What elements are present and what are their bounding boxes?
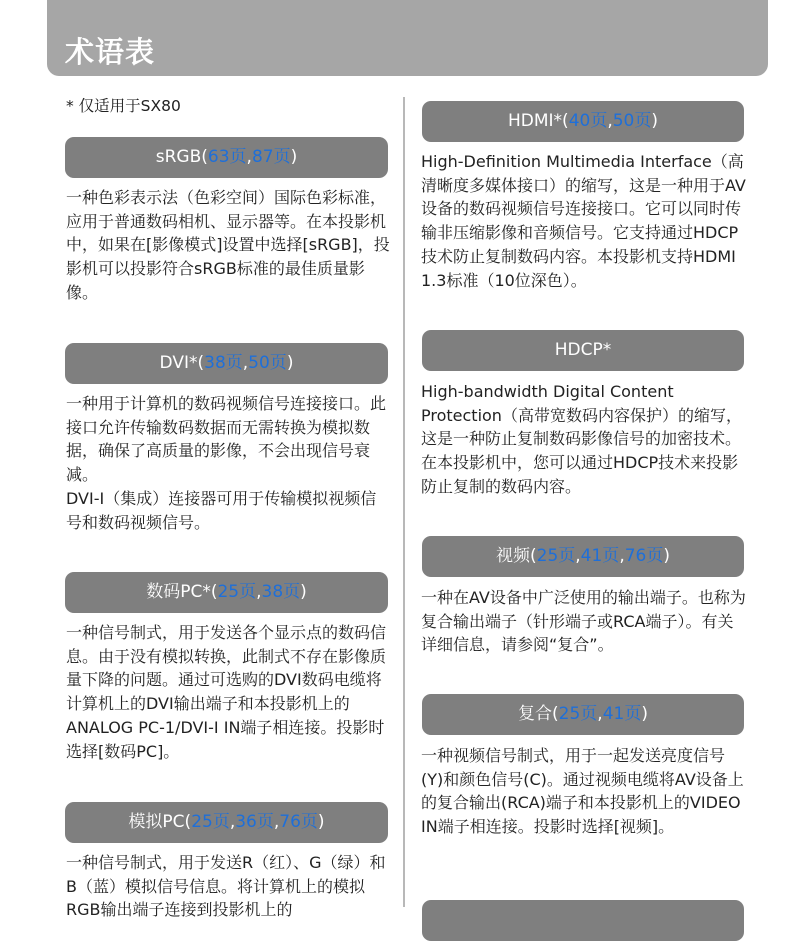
page-reference-link[interactable]: 41页 [580, 546, 620, 566]
term-name: 复合 [518, 704, 553, 724]
term-name: HDMI* [507, 111, 563, 131]
desc-paragraph: 一种在AV设备中广泛使用的输出端子。也称为复合输出端子（针形端子或RCA端子）。有关详细信息，请参阅“复合”。 [421, 588, 746, 655]
footnote-sx80: * 仅适用于SX80 [66, 97, 181, 115]
page-reference-link[interactable]: 50页 [612, 111, 652, 131]
term-name: HDCP* [554, 340, 612, 360]
page-reference-link[interactable]: 38页 [204, 353, 243, 373]
term-name: 模拟PC [128, 812, 185, 832]
term-desc-digital-pc [66, 621, 390, 763]
term-header-srgb: sRGB(63页,87页) [65, 137, 388, 178]
term-desc-srgb [66, 186, 390, 305]
page-reference-link[interactable]: 40页 [568, 111, 608, 131]
term-name: 视频 [495, 546, 530, 566]
term-header-composite: 复合(25页,41页) [422, 694, 744, 735]
term-name: DVI* [159, 353, 198, 373]
term-desc-hdmi [421, 150, 747, 292]
term-name: sRGB [155, 147, 202, 167]
desc-paragraph: 一种信号制式，用于发送R（红）、G（绿）和B（蓝）模拟信号信息。将计算机上的模拟RGB输出端子连接到投影机上的 [66, 853, 386, 920]
desc-paragraph: DVI-I（集成）连接器可用于传输模拟视频信号和数码视频信号。 [66, 488, 377, 532]
page-reference-link[interactable]: 50页 [248, 353, 287, 373]
page-reference-link[interactable]: 38页 [261, 582, 301, 602]
column-divider [403, 97, 405, 907]
page-reference-link[interactable]: 36页 [235, 812, 274, 832]
term-desc-hdcp [421, 380, 747, 499]
page-reference-link[interactable]: 25页 [558, 704, 598, 724]
desc-paragraph: 一种用于计算机的数码视频信号连接接口。此接口允许传输数码数据而无需转换为模拟数据，确保了高质量的影像，不会出现信号衰减。 [66, 394, 387, 485]
desc-paragraph: 一种色彩表示法（色彩空间）国际色彩标准，应用于普通数码相机、显示器等。在本投影机中，如果在[影像模式]设置中选择[sRGB]，投影机可以投影符合sRGB标准的最佳质量影像。 [66, 188, 390, 302]
term-header-analog-pc: 模拟PC(25页,36页,76页) [65, 802, 388, 843]
page-reference-link[interactable]: 41页 [602, 704, 642, 724]
term-desc-dvi [66, 392, 390, 534]
page-reference-link[interactable]: 25页 [536, 546, 576, 566]
term-header-video: 视频(25页,41页,76页) [422, 536, 744, 577]
page-reference-link[interactable]: 76页 [624, 546, 664, 566]
page-reference-link[interactable]: 25页 [217, 582, 257, 602]
desc-paragraph: 一种视频信号制式，用于一起发送亮度信号(Y)和颜色信号(C)。通过视频电缆将AV设备上的复合输出(RCA)端子和本投影机上的VIDEO IN端子相连接。投影时选择[视频]。 [421, 746, 744, 837]
glossary-header [47, 0, 768, 76]
term-header-hdcp [422, 330, 744, 371]
term-header-hdmi: HDMI*(40页,50页) [422, 101, 744, 142]
page-reference-link[interactable]: 87页 [251, 147, 291, 167]
desc-paragraph: High-bandwidth Digital Content Protection（高带宽数码内容保护）的缩写，这是一种防止复制数码影像信号的加密技术。在本投影机中，您可以通过HDCP技术来投影防止复制的数码内容。 [421, 382, 742, 496]
term-desc-analog-pc [66, 851, 390, 922]
term-desc-composite [421, 744, 747, 839]
page-reference-link[interactable]: 63页 [207, 147, 247, 167]
desc-paragraph: 一种信号制式，用于发送各个显示点的数码信息。由于没有模拟转换，此制式不存在影像质量下降的问题。通过可选购的DVI数码电缆将计算机上的DVI输出端子和本投影机上的ANALOG PC-1/DVI-I IN端子相连接。投影时选择[数码PC]。 [66, 623, 387, 761]
desc-paragraph: High-Definition Multimedia Interface（高清晰度多媒体接口）的缩写，这是一种用于AV设备的数码视频信号连接接口。它可以同时传输非压缩影像和音频信号。它支持通过HDCP技术防止复制数码内容。本投影机支持HDMI 1.3标准（10位深色）。 [421, 152, 746, 290]
page-title: 术语表 [65, 35, 156, 69]
page-reference-link[interactable]: 25页 [191, 812, 230, 832]
term-header-digital-pc: 数码PC*(25页,38页) [65, 572, 388, 613]
next-term-header [422, 900, 744, 941]
term-header-dvi: DVI*(38页,50页) [65, 343, 388, 384]
term-name: 数码PC* [146, 582, 211, 602]
page-reference-link[interactable]: 76页 [279, 812, 318, 832]
term-desc-video [421, 586, 747, 657]
